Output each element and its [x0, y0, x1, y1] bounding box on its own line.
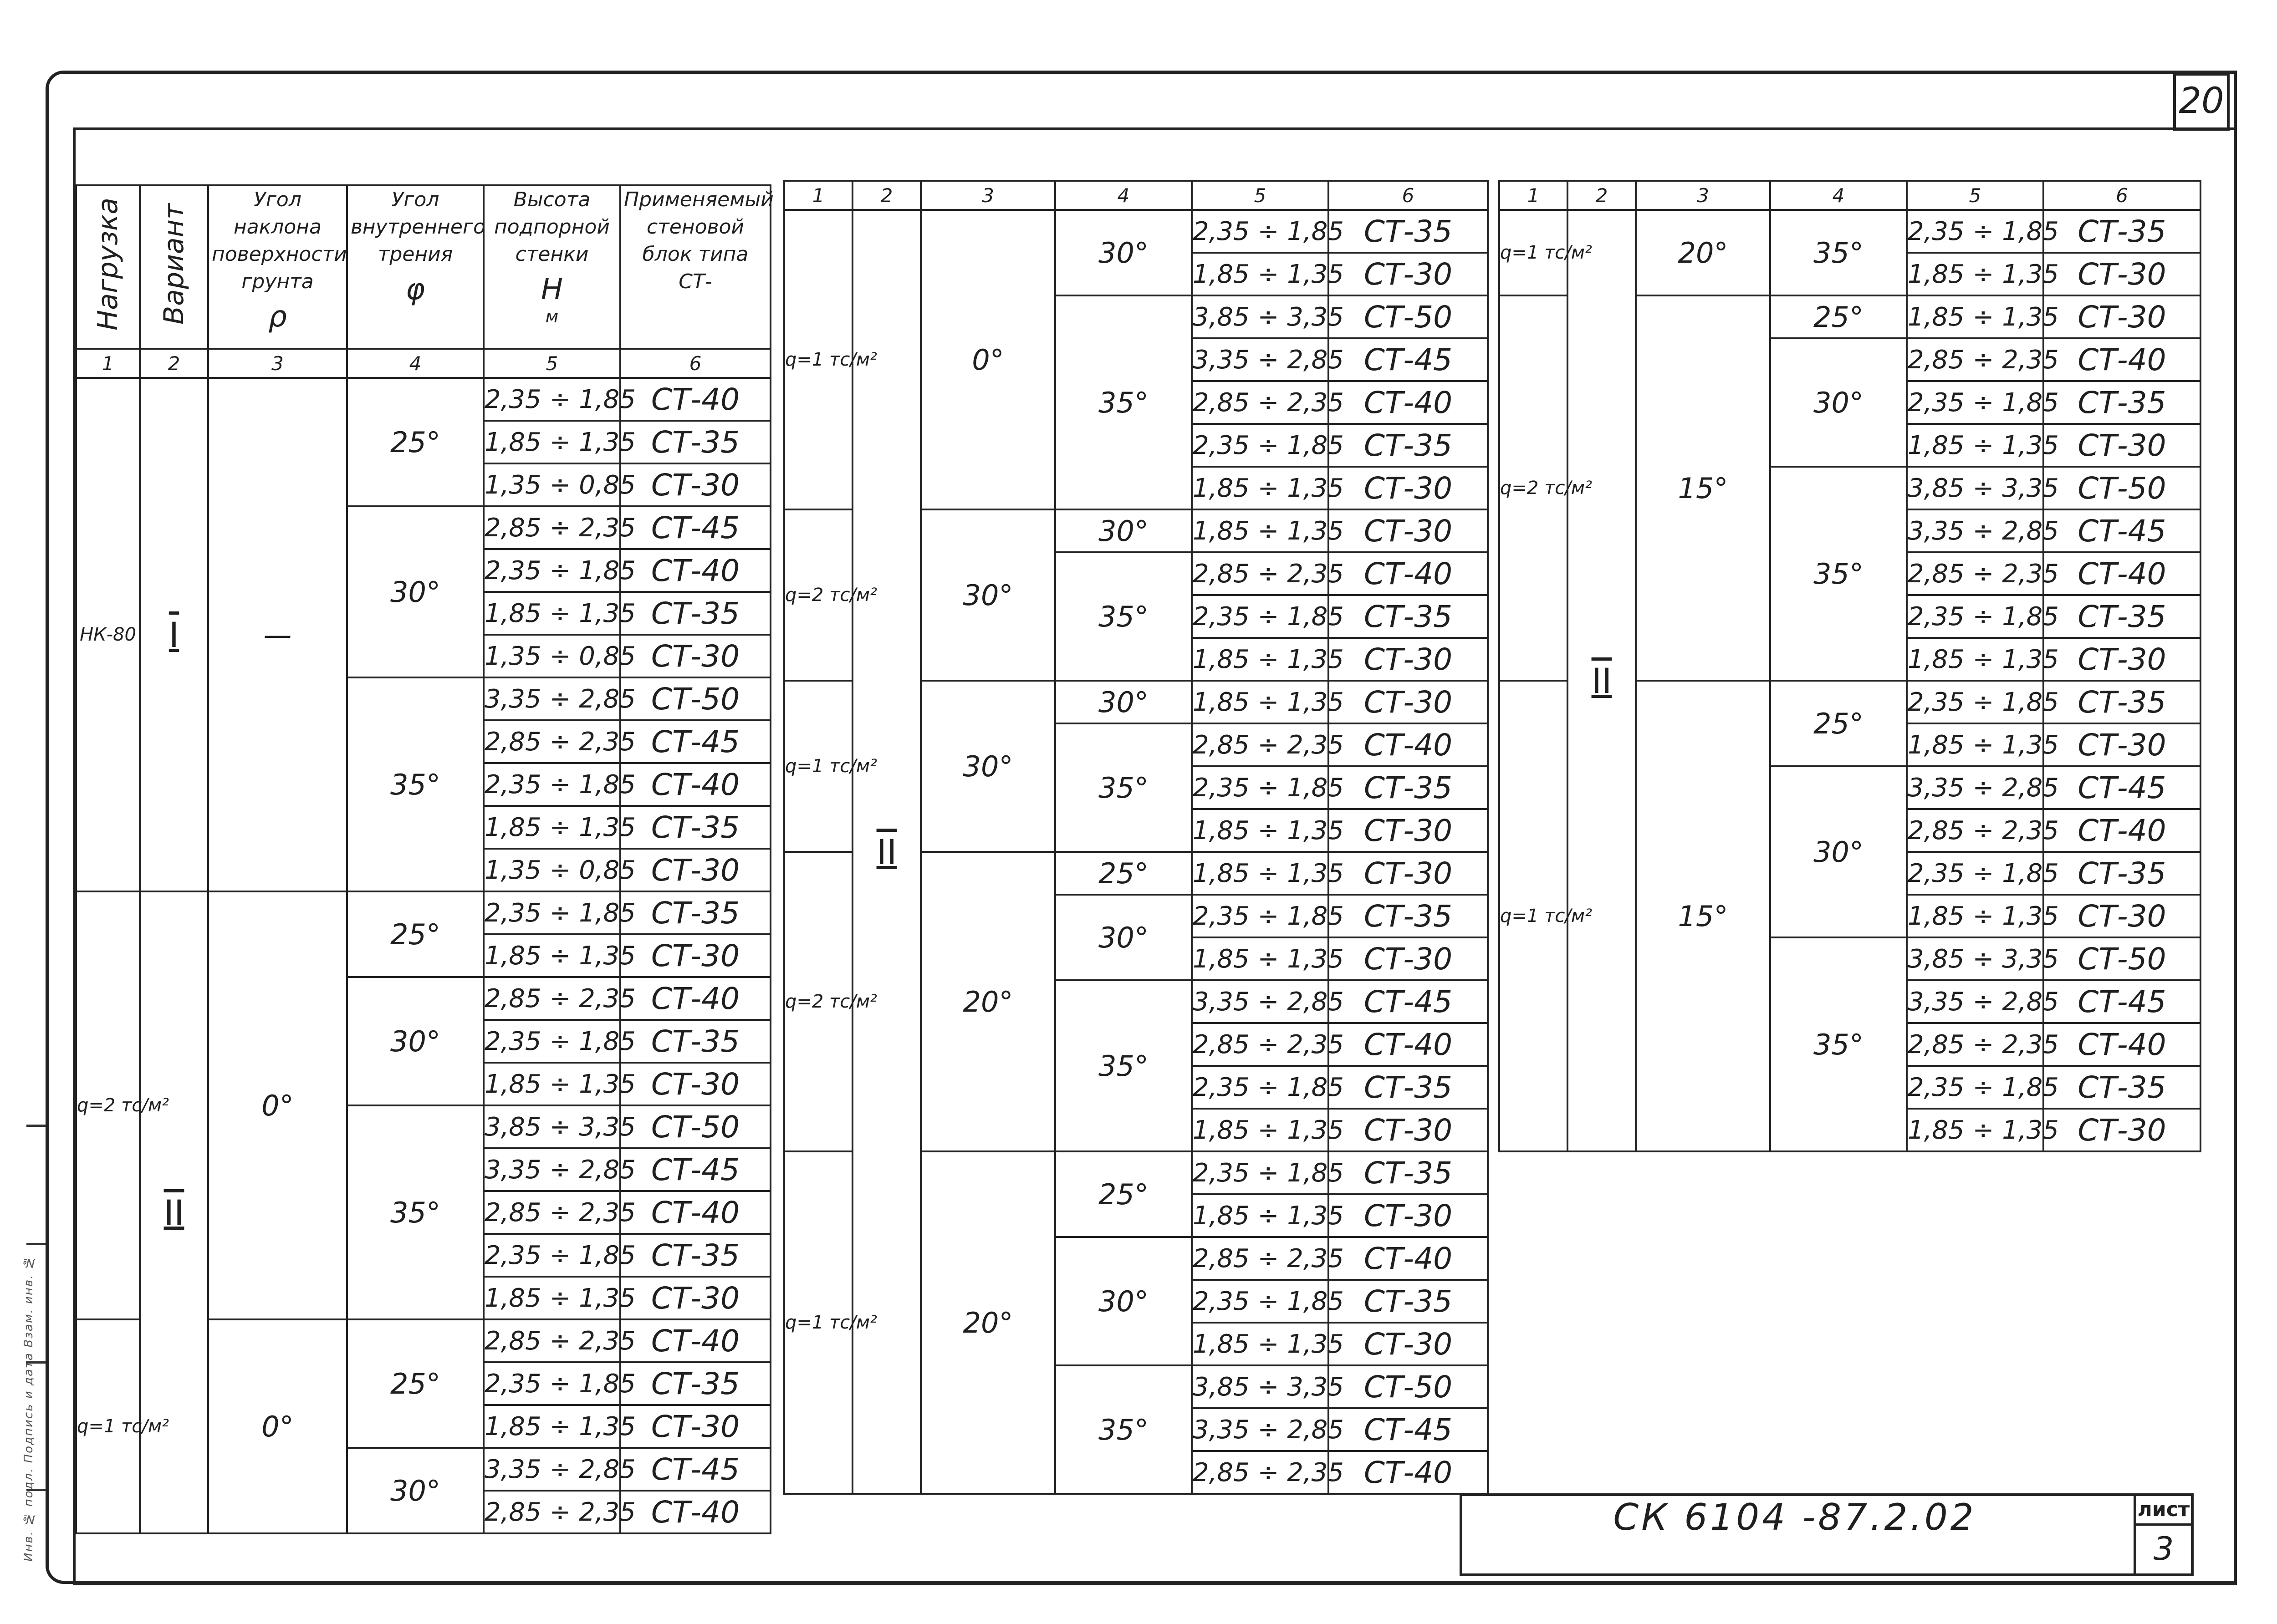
height-cell: 3,35 ÷ 2,85 [1907, 980, 2043, 1023]
block-cell: СТ-40 [620, 763, 771, 806]
friction-cell: 30° [1770, 766, 1907, 937]
height-cell: 3,85 ÷ 3,35 [1192, 1365, 1328, 1408]
block-cell: СТ-35 [1328, 424, 1488, 467]
block-cell: СТ-30 [620, 1063, 771, 1105]
height-cell: 2,35 ÷ 1,85 [1907, 1066, 2043, 1109]
height-cell: 2,85 ÷ 2,35 [1192, 1023, 1328, 1066]
block-cell: СТ-35 [1328, 766, 1488, 809]
block-cell: СТ-50 [620, 1105, 771, 1148]
height-cell: 2,35 ÷ 1,85 [484, 1020, 620, 1063]
friction-cell: 35° [1055, 723, 1192, 852]
col-number: 3 [921, 181, 1055, 210]
load-cell: q=1 тс/м² [784, 210, 853, 509]
slope-cell: — [208, 378, 347, 891]
height-cell: 1,35 ÷ 0,85 [484, 849, 620, 891]
height-cell: 1,85 ÷ 1,35 [1192, 1323, 1328, 1365]
height-cell: 1,85 ÷ 1,35 [1192, 638, 1328, 681]
friction-cell: 30° [1055, 1237, 1192, 1365]
block-cell: СТ-30 [620, 1277, 771, 1319]
height-cell: 1,85 ÷ 1,35 [1907, 895, 2043, 937]
friction-cell: 35° [1770, 937, 1907, 1151]
block-cell: СТ-50 [2043, 467, 2200, 509]
friction-cell: 35° [1055, 552, 1192, 681]
block-cell: СТ-45 [2043, 509, 2200, 552]
block-cell: СТ-40 [1328, 381, 1488, 424]
load-cell: q=1 тс/м² [1499, 681, 1567, 1151]
height-cell: 1,85 ÷ 1,35 [484, 421, 620, 463]
height-cell: 2,35 ÷ 1,85 [484, 378, 620, 421]
block-cell: СТ-40 [1328, 723, 1488, 766]
column-number-row [784, 181, 1488, 210]
friction-cell: 35° [1055, 295, 1192, 509]
height-cell: 2,85 ÷ 2,35 [484, 1319, 620, 1362]
slope-cell: 30° [921, 681, 1055, 852]
height-cell: 1,85 ÷ 1,35 [484, 1405, 620, 1448]
block-cell: СТ-45 [2043, 980, 2200, 1023]
height-cell: 1,35 ÷ 0,85 [484, 635, 620, 677]
block-cell: СТ-30 [1328, 809, 1488, 852]
load-cell: q=2 тс/м² [76, 891, 140, 1319]
table-row [784, 210, 1488, 253]
height-cell: 2,35 ÷ 1,85 [1907, 681, 2043, 723]
slope-cell: 30° [921, 509, 1055, 681]
height-cell: 2,35 ÷ 1,85 [484, 549, 620, 592]
height-cell: 1,85 ÷ 1,35 [1192, 1194, 1328, 1237]
height-cell: 2,35 ÷ 1,85 [1907, 210, 2043, 253]
block-cell: СТ-35 [2043, 595, 2200, 638]
block-cell: СТ-50 [1328, 295, 1488, 338]
height-cell: 2,35 ÷ 1,85 [1192, 424, 1328, 467]
block-cell: СТ-30 [1328, 681, 1488, 723]
height-cell: 1,85 ÷ 1,35 [1907, 424, 2043, 467]
block-cell: СТ-45 [2043, 766, 2200, 809]
header-wall-block: Применяемый стеновой блок типа СТ- [620, 185, 771, 349]
height-cell: 1,85 ÷ 1,35 [1192, 681, 1328, 723]
height-cell: 1,85 ÷ 1,35 [1192, 253, 1328, 295]
block-cell: СТ-30 [2043, 895, 2200, 937]
height-cell: 2,35 ÷ 1,85 [1192, 595, 1328, 638]
table-middle [783, 180, 1489, 1495]
height-cell: 1,85 ÷ 1,35 [1907, 1109, 2043, 1151]
height-cell: 1,85 ÷ 1,35 [1192, 809, 1328, 852]
side-strip-tick [26, 1489, 46, 1491]
slope-cell: 20° [1636, 210, 1770, 295]
load-cell: q=2 тс/м² [784, 852, 853, 1151]
block-cell: СТ-40 [2043, 809, 2200, 852]
height-cell: 2,85 ÷ 2,35 [1907, 552, 2043, 595]
height-cell: 2,35 ÷ 1,85 [1192, 210, 1328, 253]
block-cell: СТ-35 [1328, 1066, 1488, 1109]
block-cell: СТ-30 [1328, 509, 1488, 552]
table-left [75, 184, 774, 1534]
height-cell: 3,35 ÷ 2,85 [1192, 1408, 1328, 1451]
block-cell: СТ-35 [2043, 210, 2200, 253]
height-cell: 3,35 ÷ 2,85 [1907, 766, 2043, 809]
block-cell: СТ-30 [1328, 638, 1488, 681]
height-cell: 1,85 ÷ 1,35 [484, 1277, 620, 1319]
block-cell: СТ-35 [620, 806, 771, 849]
side-strip-tick [26, 1125, 46, 1127]
col-number: 4 [1770, 181, 1907, 210]
block-cell: СТ-30 [2043, 295, 2200, 338]
block-cell: СТ-30 [2043, 638, 2200, 681]
variant-cell: II [1567, 210, 1636, 1151]
height-cell: 2,35 ÷ 1,85 [484, 891, 620, 934]
slope-cell: 15° [1636, 681, 1770, 1151]
friction-cell: 30° [1770, 338, 1907, 467]
height-cell: 2,85 ÷ 2,35 [484, 720, 620, 763]
header-wall-height: Высота подпорной стенки H м [484, 185, 620, 349]
block-cell: СТ-30 [620, 934, 771, 977]
column-number-row [76, 349, 771, 378]
height-cell: 1,85 ÷ 1,35 [1192, 852, 1328, 895]
block-cell: СТ-30 [1328, 253, 1488, 295]
friction-cell: 35° [1055, 1365, 1192, 1494]
block-cell: СТ-40 [620, 549, 771, 592]
block-cell: СТ-45 [1328, 338, 1488, 381]
document-code: СК 6104 -87.2.02 [1613, 1496, 1976, 1538]
friction-cell: 25° [1055, 852, 1192, 895]
height-cell: 1,35 ÷ 0,85 [484, 463, 620, 506]
col-number: 6 [620, 349, 771, 378]
height-cell: 3,85 ÷ 3,35 [484, 1105, 620, 1148]
friction-cell: 30° [347, 506, 484, 677]
col-number: 5 [1192, 181, 1328, 210]
header-slope-angle: Угол наклона поверхности грунта ρ [208, 185, 347, 349]
col-number: 3 [1636, 181, 1770, 210]
block-cell: СТ-45 [620, 1448, 771, 1491]
friction-cell: 35° [347, 677, 484, 891]
block-cell: СТ-35 [1328, 210, 1488, 253]
slope-cell: 20° [921, 852, 1055, 1151]
block-cell: СТ-45 [1328, 980, 1488, 1023]
col-number: 4 [1055, 181, 1192, 210]
friction-cell: 35° [347, 1105, 484, 1319]
load-cell: q=2 тс/м² [1499, 295, 1567, 681]
height-cell: 1,85 ÷ 1,35 [1192, 509, 1328, 552]
load-cell: q=1 тс/м² [1499, 210, 1567, 295]
height-cell: 2,35 ÷ 1,85 [484, 1234, 620, 1277]
height-cell: 2,85 ÷ 2,35 [1192, 723, 1328, 766]
block-cell: СТ-30 [2043, 1109, 2200, 1151]
col-number: 2 [853, 181, 921, 210]
height-cell: 2,85 ÷ 2,35 [1907, 809, 2043, 852]
block-cell: СТ-30 [1328, 937, 1488, 980]
height-cell: 1,85 ÷ 1,35 [1907, 638, 2043, 681]
height-cell: 2,35 ÷ 1,85 [484, 1362, 620, 1405]
height-cell: 3,35 ÷ 2,85 [484, 1448, 620, 1491]
height-cell: 1,85 ÷ 1,35 [1192, 1109, 1328, 1151]
height-cell: 2,35 ÷ 1,85 [1907, 381, 2043, 424]
height-cell: 2,85 ÷ 2,35 [1192, 552, 1328, 595]
block-cell: СТ-30 [2043, 424, 2200, 467]
block-cell: СТ-40 [1328, 1451, 1488, 1494]
height-cell: 2,85 ÷ 2,35 [484, 1491, 620, 1533]
friction-cell: 35° [1055, 980, 1192, 1151]
block-cell: СТ-35 [1328, 1280, 1488, 1323]
block-cell: СТ-40 [1328, 552, 1488, 595]
table-right [1498, 180, 2201, 1152]
col-number: 5 [1907, 181, 2043, 210]
block-cell: СТ-35 [620, 592, 771, 635]
block-cell: СТ-35 [2043, 1066, 2200, 1109]
height-cell: 1,85 ÷ 1,35 [1907, 295, 2043, 338]
height-cell: 2,85 ÷ 2,35 [1907, 1023, 2043, 1066]
block-cell: СТ-30 [1328, 1109, 1488, 1151]
friction-cell: 30° [347, 1448, 484, 1533]
block-cell: СТ-30 [1328, 852, 1488, 895]
block-cell: СТ-30 [2043, 723, 2200, 766]
title-block [1460, 1493, 2194, 1576]
block-cell: СТ-30 [620, 849, 771, 891]
height-cell: 1,85 ÷ 1,35 [484, 934, 620, 977]
height-cell: 1,85 ÷ 1,35 [1907, 723, 2043, 766]
slope-cell: 20° [921, 1151, 1055, 1494]
height-cell: 1,85 ÷ 1,35 [1907, 253, 2043, 295]
load-cell: q=1 тс/м² [784, 1151, 853, 1494]
friction-cell: 25° [347, 378, 484, 506]
side-strip [22, 1088, 36, 1562]
load-cell: q=1 тс/м² [784, 681, 853, 852]
height-cell: 1,85 ÷ 1,35 [484, 806, 620, 849]
column-number-row [1499, 181, 2200, 210]
block-cell: СТ-40 [620, 977, 771, 1020]
block-cell: СТ-30 [620, 1405, 771, 1448]
block-cell: СТ-40 [620, 378, 771, 421]
block-cell: СТ-35 [620, 1234, 771, 1277]
height-cell: 2,35 ÷ 1,85 [1192, 1280, 1328, 1323]
variant-cell: I [140, 378, 208, 891]
col-number: 1 [1499, 181, 1567, 210]
height-cell: 2,85 ÷ 2,35 [1907, 338, 2043, 381]
height-cell: 1,85 ÷ 1,35 [484, 592, 620, 635]
variant-cell: II [853, 210, 921, 1494]
col-number: 1 [76, 349, 140, 378]
block-cell: СТ-40 [620, 1191, 771, 1234]
slope-cell: 0° [921, 210, 1055, 509]
table-row [1499, 210, 2200, 253]
height-cell: 3,35 ÷ 2,85 [1192, 980, 1328, 1023]
friction-cell: 30° [347, 977, 484, 1105]
block-cell: СТ-40 [620, 1491, 771, 1533]
block-cell: СТ-35 [1328, 595, 1488, 638]
col-number: 3 [208, 349, 347, 378]
table-header-row [76, 185, 771, 349]
col-number: 1 [784, 181, 853, 210]
height-cell: 3,35 ÷ 2,85 [484, 677, 620, 720]
block-cell: СТ-40 [2043, 338, 2200, 381]
friction-cell: 30° [1055, 210, 1192, 295]
load-cell: НК-80 [76, 378, 140, 891]
block-cell: СТ-35 [1328, 1151, 1488, 1194]
sheet-no: 3 [2153, 1530, 2174, 1568]
header-friction-angle: Угол внутреннего трения φ [347, 185, 484, 349]
block-cell: СТ-40 [620, 1319, 771, 1362]
block-cell: СТ-30 [620, 635, 771, 677]
height-cell: 1,85 ÷ 1,35 [1192, 467, 1328, 509]
side-strip-tick [26, 1361, 46, 1364]
block-cell: СТ-35 [2043, 852, 2200, 895]
height-cell: 3,85 ÷ 3,35 [1907, 467, 2043, 509]
friction-cell: 30° [1055, 681, 1192, 723]
block-cell: СТ-35 [1328, 895, 1488, 937]
header-variant: Вариант [140, 185, 208, 349]
height-cell: 2,35 ÷ 1,85 [1907, 852, 2043, 895]
slope-cell: 0° [208, 891, 347, 1319]
side-strip-tick [26, 1243, 46, 1245]
block-cell: СТ-30 [2043, 253, 2200, 295]
block-cell: СТ-45 [620, 1148, 771, 1191]
sheet-box [2134, 1496, 2191, 1573]
height-cell: 3,85 ÷ 3,35 [1907, 937, 2043, 980]
load-cell: q=1 тс/м² [76, 1319, 140, 1533]
sheet-label: лист [2136, 1496, 2191, 1526]
sheet-number: 20 [2173, 73, 2230, 131]
block-cell: СТ-35 [620, 421, 771, 463]
block-cell: СТ-35 [2043, 681, 2200, 723]
height-cell: 2,35 ÷ 1,85 [1192, 766, 1328, 809]
height-cell: 2,85 ÷ 2,35 [1192, 1237, 1328, 1280]
block-cell: СТ-30 [1328, 467, 1488, 509]
block-cell: СТ-30 [620, 463, 771, 506]
height-cell: 3,35 ÷ 2,85 [484, 1148, 620, 1191]
block-cell: СТ-45 [1328, 1408, 1488, 1451]
col-number: 4 [347, 349, 484, 378]
friction-cell: 35° [1770, 210, 1907, 295]
block-cell: СТ-30 [1328, 1323, 1488, 1365]
col-number: 6 [1328, 181, 1488, 210]
height-cell: 3,85 ÷ 3,35 [1192, 295, 1328, 338]
header-load: Нагрузка [76, 185, 140, 349]
height-cell: 2,85 ÷ 2,35 [484, 1191, 620, 1234]
height-cell: 2,85 ÷ 2,35 [1192, 381, 1328, 424]
col-number: 2 [140, 349, 208, 378]
block-cell: СТ-35 [620, 1020, 771, 1063]
friction-cell: 25° [1055, 1151, 1192, 1237]
block-cell: СТ-30 [1328, 1194, 1488, 1237]
block-cell: СТ-50 [2043, 937, 2200, 980]
variant-cell: II [140, 891, 208, 1533]
friction-cell: 30° [1055, 895, 1192, 980]
height-cell: 2,35 ÷ 1,85 [1192, 1151, 1328, 1194]
height-cell: 3,35 ÷ 2,85 [1907, 509, 2043, 552]
friction-cell: 25° [1770, 295, 1907, 338]
block-cell: СТ-35 [2043, 381, 2200, 424]
block-cell: СТ-50 [1328, 1365, 1488, 1408]
block-cell: СТ-45 [620, 720, 771, 763]
height-cell: 2,35 ÷ 1,85 [1907, 595, 2043, 638]
col-number: 5 [484, 349, 620, 378]
height-cell: 2,85 ÷ 2,35 [1192, 1451, 1328, 1494]
table-row [76, 891, 771, 934]
load-cell: q=2 тс/м² [784, 509, 853, 681]
block-cell: СТ-40 [2043, 552, 2200, 595]
height-cell: 2,85 ÷ 2,35 [484, 977, 620, 1020]
slope-cell: 0° [208, 1319, 347, 1533]
height-cell: 2,35 ÷ 1,85 [1192, 895, 1328, 937]
slope-cell: 15° [1636, 295, 1770, 681]
block-cell: СТ-35 [620, 1362, 771, 1405]
col-number: 2 [1567, 181, 1636, 210]
block-cell: СТ-35 [620, 891, 771, 934]
height-cell: 1,85 ÷ 1,35 [1192, 937, 1328, 980]
block-cell: СТ-40 [1328, 1237, 1488, 1280]
friction-cell: 35° [1770, 467, 1907, 681]
col-number: 6 [2043, 181, 2200, 210]
block-cell: СТ-40 [2043, 1023, 2200, 1066]
friction-cell: 25° [347, 1319, 484, 1448]
height-cell: 2,35 ÷ 1,85 [1192, 1066, 1328, 1109]
height-cell: 2,85 ÷ 2,35 [484, 506, 620, 549]
friction-cell: 25° [1770, 681, 1907, 766]
friction-cell: 30° [1055, 509, 1192, 552]
side-strip-text: Инв. № подл. Подпись и дата Взам. инв. № [22, 1255, 36, 1562]
table-row [76, 378, 771, 421]
block-cell: СТ-50 [620, 677, 771, 720]
height-cell: 2,35 ÷ 1,85 [484, 763, 620, 806]
block-cell: СТ-45 [620, 506, 771, 549]
height-cell: 1,85 ÷ 1,35 [484, 1063, 620, 1105]
height-cell: 3,35 ÷ 2,85 [1192, 338, 1328, 381]
block-cell: СТ-40 [1328, 1023, 1488, 1066]
friction-cell: 25° [347, 891, 484, 977]
